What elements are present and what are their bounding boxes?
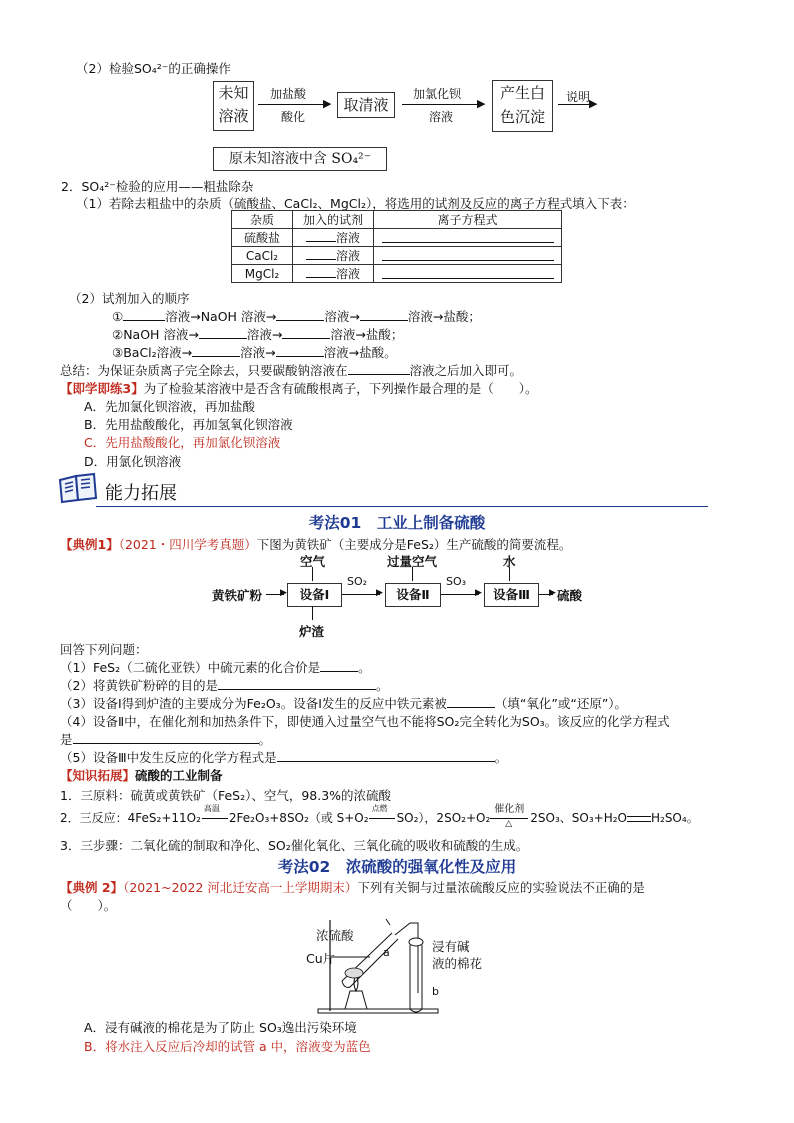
- step3-label: 说明: [566, 90, 591, 104]
- flow-arrow-so3: [441, 594, 479, 595]
- m1-q3-line: [60, 694, 627, 712]
- flow-so2-label: SO₂: [347, 575, 368, 588]
- table-cell-equation: [374, 247, 562, 265]
- impurity-table: [231, 210, 562, 283]
- conclusion-box: 原未知溶液中含 SO₄²⁻: [213, 147, 387, 171]
- m1-q2-line: [60, 676, 388, 694]
- heat-triangle-icon: △: [505, 819, 513, 829]
- table-cell-equation: [374, 265, 562, 283]
- step2-top-label: 加氯化钡: [413, 87, 462, 101]
- order-text: 溶液→盐酸。: [323, 345, 397, 360]
- flow-air-arrow: [312, 567, 313, 581]
- example2-option-b[interactable]: B．将水注入反应后冷却的试管 a 中，溶液变为蓝色: [84, 1039, 371, 1054]
- device3-box: 设备Ⅲ: [484, 583, 539, 607]
- m1-q1-line: [60, 658, 371, 676]
- flow-slag-arrow: [312, 606, 313, 620]
- m1-q1-period: 。: [358, 660, 371, 675]
- reagent-blank[interactable]: [306, 229, 336, 242]
- order-text: ②NaOH 溶液→: [112, 327, 199, 342]
- table-cell-reagent: [293, 247, 374, 265]
- table-cell-impurity: 硫酸盐: [232, 229, 293, 247]
- cond-label: 催化剂: [494, 804, 525, 815]
- step1-arrow: [258, 104, 328, 105]
- method1-heading: 考法01 工业上制备硫酸: [308, 514, 486, 532]
- table-cell-impurity: MgCl₂: [232, 265, 293, 283]
- flow-input-label: 黄铁矿粉: [212, 588, 263, 603]
- m1-q4-blank[interactable]: [73, 731, 259, 744]
- example1-source: （2021・四川学考真题）: [118, 537, 257, 552]
- practice3-question: 为了检验某溶液中是否含有硫酸根离子，下列操作最合理的是（ ）。: [143, 381, 538, 396]
- reaction-text: SO₂），2SO₂+O₂: [396, 811, 491, 825]
- step3-arrowhead-icon: ▶: [589, 97, 598, 110]
- reagent-blank[interactable]: [306, 247, 336, 260]
- flow-so3-label: SO₃: [446, 575, 467, 588]
- flow-arrowhead-icon: ▶: [475, 588, 482, 598]
- reagent-suffix: 溶液: [335, 267, 360, 281]
- example2-tag: 【典例 2】: [60, 880, 124, 895]
- order-blank[interactable]: [192, 344, 240, 357]
- reaction-text: 2SO₃、SO₃+H₂O: [530, 811, 627, 825]
- label-cotton-1: 浸有碱: [432, 939, 470, 954]
- flow-output-label: 硫酸: [557, 588, 583, 603]
- device2-box: 设备Ⅱ: [385, 583, 441, 607]
- table-header: 杂质: [232, 211, 293, 229]
- cond-ignite: [369, 804, 397, 825]
- example2-option-a[interactable]: A．浸有碱液的棉花是为了防止 SO₃逸出污染环境: [84, 1020, 357, 1035]
- order-line-1: [112, 307, 481, 325]
- summary-blank[interactable]: [348, 362, 410, 375]
- m1-q1: （1）FeS₂（二硫化亚铁）中硫元素的化合价是: [60, 660, 321, 675]
- equation-blank[interactable]: [382, 266, 554, 279]
- box-precip-line2: 色沉淀: [499, 108, 545, 126]
- open-book-icon: [56, 470, 100, 506]
- equation-blank[interactable]: [382, 230, 554, 243]
- box-unknown-line2: 溶液: [218, 107, 249, 125]
- m1-q1-blank[interactable]: [320, 659, 358, 672]
- step2-arrowhead-icon: ▶: [477, 97, 486, 110]
- flow-arrowhead-icon: ▶: [549, 588, 556, 598]
- cond-catalyst: [490, 804, 530, 829]
- box-white-precipitate: [492, 80, 553, 132]
- order-blank[interactable]: [360, 308, 408, 321]
- cond-label: 点燃: [371, 804, 388, 813]
- label-cu-sheet: Cu片: [306, 951, 336, 966]
- m1-q2: （2）将黄铁矿粉碎的目的是: [60, 678, 218, 693]
- box-unknown-solution: [213, 81, 254, 131]
- table-cell-reagent: [293, 229, 374, 247]
- section2-title: 2．SO₄²⁻检验的应用——粗盐除杂: [61, 179, 254, 194]
- table-row: [232, 265, 562, 283]
- reagent-suffix: 溶液: [335, 249, 360, 263]
- order-line-3: [112, 343, 397, 361]
- reaction-text: 2Fe₂O₃+8SO₂（或 S+O₂: [228, 811, 369, 825]
- step2-arrow: [402, 104, 482, 105]
- order-blank[interactable]: [199, 326, 247, 339]
- m1-q4-line2: [60, 730, 271, 748]
- answer-prompt: 回答下列问题：: [60, 642, 148, 657]
- summary-text: 溶液之后加入即可。: [409, 363, 523, 378]
- order-text: 溶液→: [324, 309, 360, 324]
- step1-bottom-label: 酸化: [281, 110, 306, 124]
- knowledge-ext-line: [60, 766, 223, 784]
- flow-water-arrow: [509, 567, 510, 581]
- box-take-clear: 取清液: [337, 92, 395, 118]
- table-header: 离子方程式: [374, 211, 562, 229]
- table-row: [232, 247, 562, 265]
- box-precip-line1: 产生白: [499, 84, 545, 102]
- summary-text: 总结：为保证杂质离子完全除去，只要碳酸钠溶液在: [60, 363, 348, 378]
- order-text: ③BaCl₂溶液→: [112, 345, 193, 360]
- m1-q4a: （4）设备Ⅱ中，在催化剂和加热条件下，即使通入过量空气也不能将SO₂完全转化为SO₃。该反应的化学方程式: [60, 714, 670, 729]
- equals-sign: [627, 816, 651, 822]
- knowledge-ext-title: 硫酸的工业制备: [135, 768, 223, 783]
- step1-top-label: 加盐酸: [270, 87, 307, 101]
- three-steps: 3．三步骤：二氧化硫的制取和净化、SO₂催化氧化、三氧化硫的吸收和硫酸的生成。: [60, 838, 529, 853]
- ops-title: （2）检验SO₄²⁻的正确操作: [76, 61, 231, 76]
- device1-box: 设备Ⅰ: [287, 583, 342, 607]
- box-unknown-line1: 未知: [218, 84, 249, 102]
- m1-q2-blank[interactable]: [218, 677, 376, 690]
- m1-q3b: （填“氧化”或“还原”）。: [494, 696, 628, 711]
- order-text: 溶液→盐酸；: [407, 309, 481, 324]
- order-blank[interactable]: [282, 326, 330, 339]
- summary-line: [60, 361, 522, 379]
- ability-title: 能力拓展: [105, 483, 177, 504]
- reagent-suffix: 溶液: [335, 231, 360, 245]
- section2-q2: （2）试剂加入的顺序: [69, 291, 190, 306]
- order-text: ①: [112, 309, 124, 324]
- cond-label: 高温: [203, 804, 220, 813]
- order-blank[interactable]: [123, 308, 165, 321]
- banner-divider: [96, 506, 708, 507]
- table-cell-equation: [374, 229, 562, 247]
- order-line-2: [112, 325, 403, 343]
- order-blank[interactable]: [276, 308, 324, 321]
- example1-stem: 下图为黄铁矿（主要成分是FeS₂）生产硫酸的简要流程。: [256, 537, 572, 552]
- example2-source: （2021~2022 河北迁安高一上学期期末）: [123, 880, 358, 895]
- example1-line: [60, 535, 571, 553]
- practice3-option-d[interactable]: D．用氯化钡溶液: [84, 454, 182, 469]
- example1-tag: 【典例1】: [60, 537, 119, 552]
- m1-q4b: 是: [60, 732, 73, 747]
- table-row: [232, 229, 562, 247]
- flow-air-label: 空气: [300, 554, 326, 569]
- flow-water-label: 水: [503, 554, 516, 569]
- m1-q5-blank[interactable]: [277, 749, 495, 762]
- equation-blank[interactable]: [382, 248, 554, 261]
- practice3-tag: 【即学即练3】: [60, 381, 144, 396]
- flow-arrow-so2: [342, 594, 380, 595]
- example2-line: [60, 878, 645, 896]
- method2-heading: 考法02 浓硫酸的强氧化性及应用: [277, 858, 517, 876]
- flow-arrowhead-icon: ▶: [280, 588, 287, 598]
- order-text: 溶液→: [240, 345, 276, 360]
- reaction-text: 2．三反应：4FeS₂+11O₂: [60, 811, 201, 825]
- flow-arrowhead-icon: ▶: [376, 588, 383, 598]
- order-blank[interactable]: [276, 344, 324, 357]
- order-text: 溶液→: [246, 327, 283, 342]
- reactions-line: [60, 804, 699, 829]
- practice3-option-a[interactable]: A．先加氯化钡溶液，再加盐酸: [84, 399, 256, 414]
- label-tube-a: a: [383, 946, 390, 959]
- knowledge-ext-tag: 【知识拓展】: [60, 768, 136, 783]
- practice3-option-b[interactable]: B．先用盐酸酸化，再加氢氧化钡溶液: [84, 417, 293, 432]
- label-cotton-2: 液的棉花: [432, 956, 483, 971]
- label-conc-acid: 浓硫酸: [316, 928, 354, 943]
- m1-q4-period: 。: [258, 732, 272, 747]
- m1-q5-period: 。: [494, 750, 508, 765]
- table-header: 加入的试剂: [293, 211, 374, 229]
- example2-stem2: （ ）。: [60, 898, 117, 913]
- example2-stem: 下列有关铜与过量浓硫酸反应的实验说法不正确的是: [357, 880, 645, 895]
- step1-arrowhead-icon: ▶: [323, 97, 332, 110]
- m1-q3-blank[interactable]: [447, 695, 495, 708]
- m1-q5-line: [60, 748, 507, 766]
- step2-bottom-label: 溶液: [429, 110, 454, 124]
- order-text: 溶液→盐酸；: [330, 327, 404, 342]
- practice3-option-c[interactable]: C．先用盐酸酸化，再加氯化钡溶液: [84, 435, 281, 450]
- section2-q1: （1）若除去粗盐中的杂质（硫酸盐、CaCl₂、MgCl₂），将选用的试剂及反应的离子方程式填入下表：: [76, 196, 635, 211]
- flow-slag-label: 炉渣: [299, 624, 325, 639]
- table-header-row: [232, 211, 562, 229]
- m1-q2-period: 。: [375, 678, 389, 693]
- flow-excess-air-arrow: [412, 567, 413, 581]
- reaction-text: H₂SO₄。: [650, 811, 699, 825]
- practice3-question-line: [60, 379, 537, 397]
- raw-materials: 1．三原料：硫黄或黄铁矿（FeS₂）、空气，98.3%的浓硫酸: [60, 788, 392, 803]
- m1-q3a: （3）设备Ⅰ得到炉渣的主要成分为Fe₂O₃。设备Ⅰ发生的反应中铁元素被: [60, 696, 447, 711]
- table-cell-impurity: CaCl₂: [232, 247, 293, 265]
- reagent-blank[interactable]: [306, 265, 336, 278]
- order-text: 溶液→NaOH 溶液→: [165, 309, 277, 324]
- flow-excess-air-label: 过量空气: [387, 554, 438, 569]
- label-tube-b: b: [432, 985, 439, 998]
- table-cell-reagent: [293, 265, 374, 283]
- cond-high-temp: [201, 804, 229, 825]
- m1-q5: （5）设备Ⅲ中发生反应的化学方程式是: [60, 750, 277, 765]
